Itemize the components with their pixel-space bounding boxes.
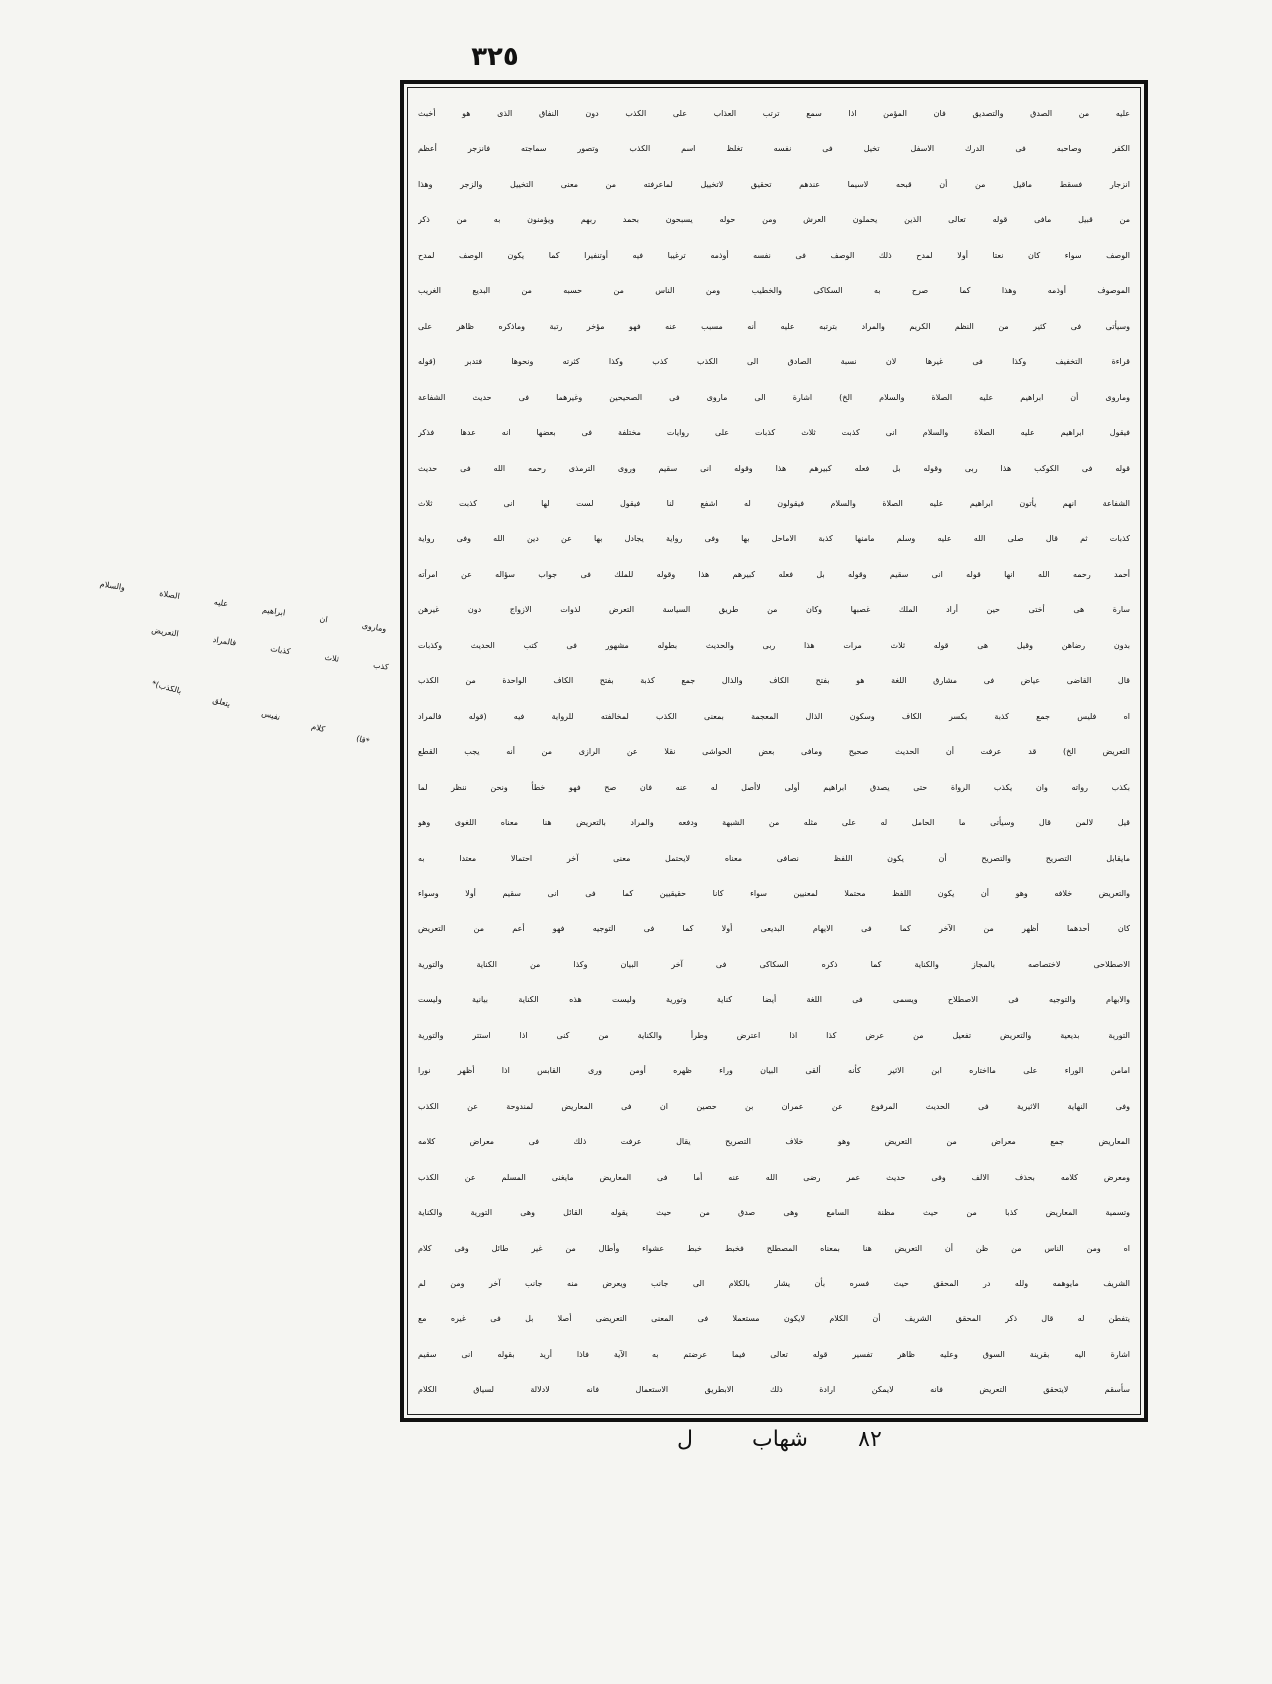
text-line: وماروى أن ابراهيم عليه الصلاة والسلام الخ) اشارة الى ماروى فى الصحيحين وغيرهما فى حديث الشفاعة	[418, 392, 1130, 402]
text-line: بدون رضاهن وقيل هى قوله ثلاث مرات هذا ربى والحديث بطوله مشهور فى كتب الحديث وكذبات	[418, 640, 1130, 650]
text-line: قال القاضى عياض فى مشارق اللغة هو بفتح الكاف والذال جمع كذبة بفتح الكاف الواحدة من الكذب	[418, 676, 1130, 686]
text-line: الموصوف أوذمه وهذا كما صرح به السكاكى والخطيب ومن الناس من حسبه من البديع الغريب	[418, 286, 1130, 296]
text-line: يتفطن له قال ذكر المحقق الشريف أن الكلام لايكون مستعملا فى المعنى التعريضى أصلا بل فى غيره مع	[418, 1314, 1130, 1324]
text-line: سأسقم لايتحقق التعريض فانه لايمكن ارادة ذلك الابطريق الاستعمال فانه لادلالة لسياق الكلام	[418, 1385, 1130, 1395]
text-line: وفى النهاية الاثيرية فى الحديث المرفوع عن عمران بن حصين ان فى المعاريض لمندوحة عن الكذب	[418, 1101, 1130, 1111]
text-line: ومعرض كلامه بحذف الالف وفى حديث عمر رضى الله عنه أما فى المعاريض مايغنى المسلم عن الكذب	[418, 1172, 1130, 1182]
text-line: اشارة اليه بقرينة السوق وعليه ظاهر تفسير قوله تعالى فيما عرضتم به الآية فاذا أريد بقوله انى سقيم	[418, 1349, 1130, 1359]
text-line: الكفر وصاحبه فى الدرك الاسفل تخيل فى نفسه تغلظ اسم الكذب وتصور سماجته فانزجر أعظم	[418, 144, 1130, 154]
text-line: الشفاعة انهم يأتون ابراهيم عليه الصلاة والسلام فيقولون له اشفع لنا فيقول لست لها انى كذبت ثلاث	[418, 498, 1130, 508]
text-line: امامن الوراء على مااختاره ابن الاثير كأنه ألقى البيان وراء ظهره أومن ورى القابس اذا أظهر نورا	[418, 1066, 1130, 1076]
text-line: اه فليس جمع كذبة بكسر الكاف وسكون الذال المعجمة بمعنى الكذب لمخالفته للرواية فيه (قوله فالمراد	[418, 711, 1130, 721]
text-line: بكذب رواته وان يكذب الرواة حتى يصدق ابراهيم أولى لاأصل له عنه فان صح فهو خطأ ونحن ننظر لما	[418, 782, 1130, 792]
text-line: قيل لالمن قال وسيأتى ما الحامل له على مثله من الشبهة ودفعه والمراد بالتعريض هنا معناه اللغوى وهو	[418, 818, 1130, 828]
text-line: قراءة التخفيف وكذا فى غيرها لان نسبة الصادق الى الكذب كذب وكذا كثرته ونحوها فتدبر (قوله	[418, 357, 1130, 367]
text-line: الاصطلاحى لاختصاصه بالمجاز والكناية كما ذكره السكاكى فى آخر البيان وكذا من الكناية والتورية	[418, 959, 1130, 969]
footer-signature-title: شهاب	[752, 1427, 808, 1452]
text-line: والابهام والتوجيه فى الاصطلاح ويسمى فى اللغة أيضا كناية وتورية وليست هذه الكناية بيانية وليست	[418, 995, 1130, 1005]
text-line: كان أحدهما أظهر من الآخر كما فى الايهام البديعى أولا كما فى التوجيه فهو أعم من التعريض	[418, 924, 1130, 934]
text-line: والتعريض خلافه وهو أن يكون اللفظ محتملا لمعنيين سواء كانا حقيقيين كما فى انى سقيم أولا وسواء	[418, 888, 1130, 898]
text-line: الشريف مايوهمه ولله در المحقق حيث فسره بأن يشار بالكلام الى جانب ويعرض منه جانب آخر ومن لم	[418, 1278, 1130, 1288]
footer-signature-number: ٨٢	[858, 1427, 882, 1452]
text-line: سارة هى أختى حين أراد الملك غصبها وكان من طريق السياسة التعرض لذوات الازواج دون غيرهن	[418, 605, 1130, 615]
margin-note-line: وماروى ان ابراهيم عليه الصلاة والسلام	[99, 579, 387, 634]
text-line: أحمد رحمه الله انها قوله انى سقيم وقوله بل فعله كبيرهم هذا وقوله للملك فى جواب سؤاله عن امرأته	[418, 569, 1130, 579]
main-text-block	[407, 87, 1141, 1415]
footer-signature-letter: ل	[677, 1427, 693, 1452]
text-line: عليه من الصدق والتصديق فان المؤمن اذا سمع ترتب العذاب على الكذب دون النفاق الذى هو أخبث	[418, 109, 1130, 118]
text-line: انزجار فسقط ماقيل من أن قبحه لاسيما عندهم تحقيق لاتخييل لماعرفته من معنى التخييل والزجر وهذا	[418, 179, 1130, 189]
text-line: اه ومن الناس من ظن أن التعريض هنا بمعناه المصطلح فخبط خبط عشواء وأطال من غير طائل وفى كلام	[418, 1243, 1130, 1253]
text-line: قوله فى الكوكب هذا ربى وقوله بل فعله كبيرهم هذا وقوله انى سقيم وروى الترمذى رحمه الله فى حديث	[418, 463, 1130, 473]
margin-note-remark: *قا) كلام نفيس يتعلق بالكذب)*	[150, 679, 371, 746]
text-line: المعاريض جمع معراض من التعريض وهو خلاف التصريح يقال عرفت ذلك فى معراض كلامه	[418, 1137, 1130, 1147]
text-line: وسيأتى فى كثير من النظم الكريم والمراد بترتبه عليه أنه مسبب عنه فهو مؤخر رتبة وماذكره ظاهر على	[418, 321, 1130, 331]
text-line: التعريض الخ) قد عرفت أن الحديث صحيح ومافى بعض الحواشى نقلا عن الرازى من أنه يجب القطع	[418, 747, 1130, 757]
text-line: فيقول ابراهيم عليه الصلاة والسلام انى كذبت ثلاث كذبات على روايات مختلفة فى بعضها انه عدها فذكر	[418, 428, 1130, 438]
page-number: ٣٢٥	[471, 42, 519, 72]
text-line: من قبيل مافى قوله تعالى الذين يحملون العرش ومن حوله يسبحون بحمد ربهم ويؤمنون به من ذكر	[418, 215, 1130, 225]
text-line: كذبات ثم قال صلى الله عليه وسلم مامنها كذبة الاماحل بها وفى رواية يجادل بها عن دين الله وفى رواية	[418, 534, 1130, 544]
text-frame	[400, 80, 1148, 1422]
text-line: وتسمية المعاريض كذبا من حيث مظنة السامع وهى صدق من حيث يقوله القائل وهى التورية والكناية	[418, 1208, 1130, 1218]
margin-note-line: كذب ثلاث كذبات فالمراد التعريض	[150, 625, 390, 672]
text-line: الوصف سواء كان نعتا أولا لمدح ذلك الوصف فى نفسه أوذمه ترغيبا فيه أوتنفيرا كما يكون الوصف لمدح	[418, 250, 1130, 260]
text-line: التورية بديعية والتعريض تفعيل من عرض كذا اذا اعترض وطرأ والكناية من كنى اذا استتر والتورية	[418, 1030, 1130, 1040]
text-line: مايقابل التصريح والتصريح أن يكون اللفظ نصافى معناه لايحتمل معنى آخر احتمالا معتدا به	[418, 853, 1130, 863]
